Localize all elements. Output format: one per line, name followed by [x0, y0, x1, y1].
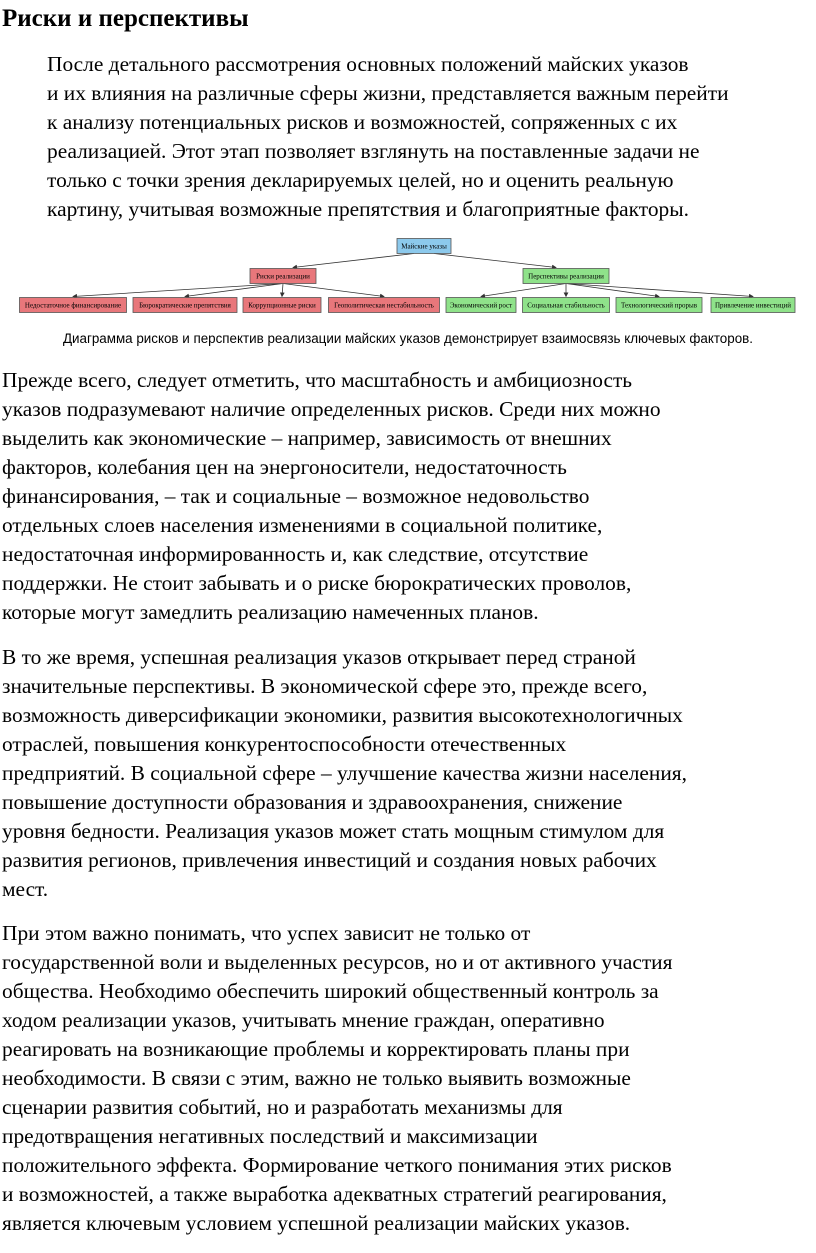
- diagram-risk-item-node: [243, 298, 321, 313]
- text-line: предприятий. В социальной сфере – улучшение качества жизни населения,: [2, 761, 687, 785]
- diagram-edge: [481, 284, 566, 297]
- diagram-prospect-item-node: [616, 298, 702, 313]
- text-line: факторов, колебания цен на энергоносители, недостаточность: [2, 455, 567, 479]
- text-line: реализацией. Этот этап позволяет взглянуть на поставленные задачи не: [47, 139, 700, 163]
- text-line: После детального рассмотрения основных положений майских указов: [47, 52, 689, 76]
- text-line: которые могут замедлить реализацию намеченных планов.: [2, 600, 539, 624]
- text-line: мест.: [2, 877, 49, 901]
- prospects-paragraph: [2, 643, 816, 904]
- text-line: сценарии развития событий, но и разработать механизмы для: [2, 1095, 563, 1119]
- text-line: необходимости. В связи с этим, важно не только выявить возможные: [2, 1066, 631, 1090]
- text-line: предотвращения негативных последствий и максимизации: [2, 1124, 538, 1148]
- text-line: и их влияния на различные сферы жизни, представляется важным перейти: [47, 81, 729, 105]
- diagram-risk-item-node: [20, 298, 127, 313]
- diagram-risk-item-node: [329, 298, 440, 313]
- diagram-risk-item-node: [133, 298, 237, 313]
- text-line: повышение доступности образования и здравоохранения, снижение: [2, 790, 623, 814]
- svg-text:Перспективы реализации: Перспективы реализации: [528, 272, 604, 281]
- diagram-edge: [566, 284, 659, 297]
- text-line: только с точки зрения декларируемых целей, но и оценить реальную: [47, 168, 674, 192]
- text-line: недостаточная информированность и, как следствие, отсутствие: [2, 542, 589, 566]
- text-line: отраслей, повышения конкурентоспособности отечественных: [2, 732, 567, 756]
- svg-text:Майские указы: Майские указы: [401, 242, 447, 251]
- svg-text:Коррупционные риски: Коррупционные риски: [248, 301, 316, 310]
- text-line: является ключевым условием успешной реализации майских указов.: [2, 1211, 631, 1235]
- text-line: реагировать на возникающие проблемы и корректировать планы при: [2, 1037, 630, 1061]
- diagram-root-node: [397, 239, 451, 254]
- diagram-edges: [73, 254, 753, 297]
- diagram-prospect-item-node: [446, 298, 516, 313]
- svg-text:Геополитическая нестабильность: Геополитическая нестабильность: [334, 301, 434, 310]
- text-line: финансирования, – так и социальные – возможное недовольство: [2, 484, 590, 508]
- page-title: Риски и перспективы: [2, 5, 249, 32]
- diagram-edge: [73, 284, 283, 297]
- text-line: поддержки. Не стоит забывать и о риске бюрократических проволов,: [2, 571, 632, 595]
- diagram-prospects-node: [523, 269, 609, 284]
- diagram-edge: [185, 284, 283, 297]
- text-line: В то же время, успешная реализация указов открывает перед страной: [2, 645, 636, 669]
- diagram-prospect-item-node: [523, 298, 610, 313]
- text-line: При этом важно понимать, что успех зависит не только от: [2, 921, 531, 945]
- diagram-nodes: [20, 239, 796, 313]
- text-line: отдельных слоев населения изменениями в социальной политике,: [2, 513, 603, 537]
- text-line: развития регионов, привлечения инвестиций и создания новых рабочих: [2, 848, 657, 872]
- text-line: уровня бедности. Реализация указов может стать мощным стимулом для: [2, 819, 665, 843]
- svg-text:Технологический прорыв: Технологический прорыв: [620, 301, 698, 310]
- text-line: государственной воли и выделенных ресурсов, но и от активного участия: [2, 950, 673, 974]
- svg-text:Риски реализации: Риски реализации: [256, 272, 310, 281]
- diagram-canvas: [0, 232, 816, 322]
- svg-text:Бюрократические препятствия: Бюрократические препятствия: [139, 301, 231, 310]
- risk-prospect-diagram: [0, 232, 816, 322]
- diagram-edge: [434, 254, 556, 268]
- svg-text:Недостаточное финансирование: Недостаточное финансирование: [24, 301, 122, 310]
- diagram-prospect-item-node: [711, 298, 795, 313]
- text-line: положительного эффекта. Формирование четкого понимания этих рисков: [2, 1153, 672, 1177]
- text-line: выделить как экономические – например, зависимость от внешних: [2, 426, 612, 450]
- diagram-risks-node: [250, 269, 316, 284]
- diagram-edge: [283, 284, 384, 297]
- diagram-edge: [293, 254, 414, 268]
- text-line: ходом реализации указов, учитывать мнение граждан, оперативно: [2, 1008, 605, 1032]
- svg-text:Привлечение инвестиций: Привлечение инвестиций: [714, 301, 792, 310]
- text-line: значительные перспективы. В экономической сфере это, прежде всего,: [2, 674, 648, 698]
- text-line: Прежде всего, следует отметить, что масштабность и амбициозность: [2, 368, 633, 392]
- svg-text:Социальная стабильность: Социальная стабильность: [527, 301, 605, 310]
- diagram-caption: Диаграмма рисков и перспектив реализации майских указов демонстрирует взаимосвязь ключевых факторов.: [62, 331, 753, 346]
- conclusion-paragraph: [2, 919, 816, 1238]
- text-line: и возможностей, а также выработка адекватных стратегий реагирования,: [2, 1182, 667, 1206]
- diagram-edge: [566, 284, 753, 297]
- intro-paragraph: [2, 50, 816, 224]
- risks-paragraph: [2, 366, 816, 627]
- diagram-edge: [282, 284, 283, 297]
- text-line: общества. Необходимо обеспечить широкий общественный контроль за: [2, 979, 659, 1003]
- text-line: возможность диверсификации экономики, развития высокотехнологичных: [2, 703, 683, 727]
- svg-text:Экономический рост: Экономический рост: [449, 301, 513, 310]
- text-line: указов подразумевают наличие определенных рисков. Среди них можно: [2, 397, 661, 421]
- text-line: картину, учитывая возможные препятствия и благоприятные факторы.: [47, 197, 689, 221]
- text-line: к анализу потенциальных рисков и возможностей, сопряженных с их: [47, 110, 678, 134]
